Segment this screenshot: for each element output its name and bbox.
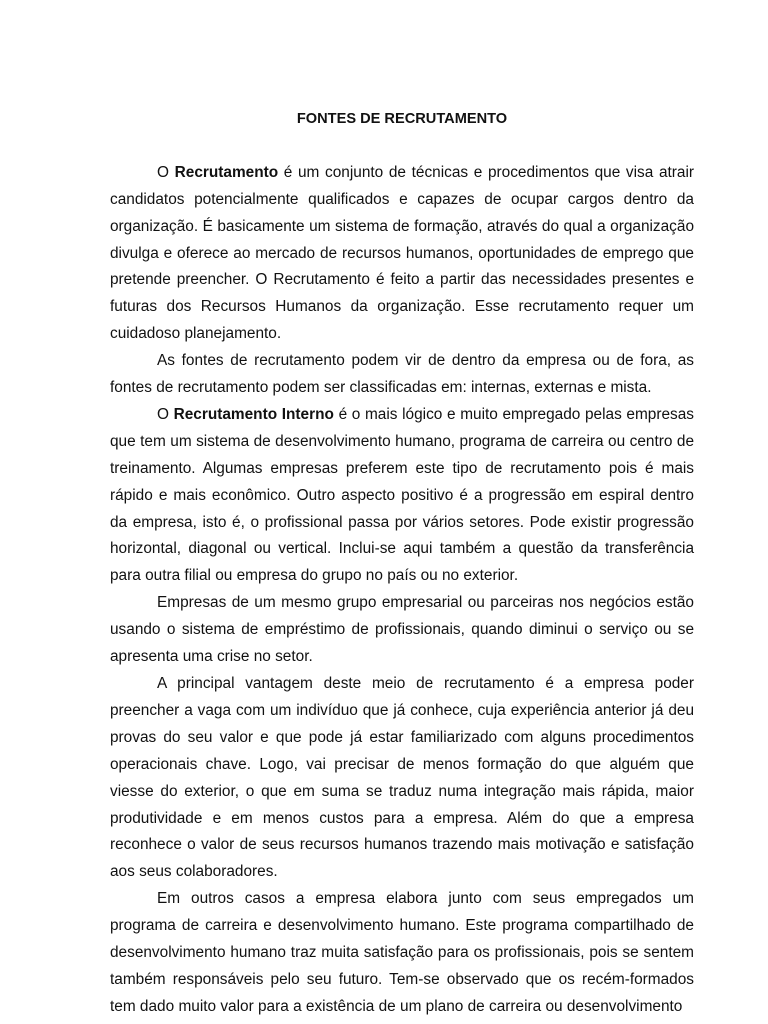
paragraph-grupo-empresarial: Empresas de um mesmo grupo empresarial ou parceiras nos negócios estão usando o sistema de empréstimo de profissionais, quando diminui o serviço ou se apresenta uma crise no setor. [110,594,694,666]
paragraph-1-text: é um conjunto de técnicas e procedimentos que visa atrair candidatos potencialmente qualificados e capazes de ocupar cargos dentro da organização. É basicamente um sistema de formação, através do qual a organização divulga e oferece ao mercado de recursos humanos, oportunidades de emprego que pretende preencher. O Recrutamento é feito a partir das necessidades presentes e futuras dos Recursos Humanos da organização. Esse recrutamento requer um cuidadoso planejamento. [110,163,695,343]
paragraph-1-lead: O [157,163,175,181]
paragraph-programa-carreira: Em outros casos a empresa elabora junto com seus empregados um programa de carreira e desenvolvimento humano. Este programa compartilhado de desenvolvimento humano traz muita satisfação para os profissionais, pois se sentem também responsáveis pelo seu futuro. Tem-se observado que os recém-formados tem dado muito valor para a existência de um plano de carreira ou desenvolvimento [110,890,694,1015]
paragraph-3-lead: O [157,405,174,423]
paragraph-fontes: As fontes de recrutamento podem vir de dentro da empresa ou de fora, as fontes de recrutamento podem ser classificadas em: internas, externas e mista. [110,352,694,397]
term-recrutamento-interno: Recrutamento Interno [173,405,334,423]
paragraph-recrutamento-interno [110,402,694,590]
document-body [110,106,694,1021]
paragraph-recrutamento [110,160,694,348]
term-recrutamento: Recrutamento [174,163,279,181]
document-title: FONTES DE RECRUTAMENTO [296,111,508,127]
paragraph-3-text: é o mais lógico e muito empregado pelas empresas que tem um sistema de desenvolvimento humano, programa de carreira ou centro de treinamento. Algumas empresas preferem este tipo de recrutamento pois é mais rápido e mais econômico. Outro aspecto positivo é a progressão em espiral dentro da empresa, isto é, o profissional passa por vários setores. Pode existir progressão horizontal, diagonal ou vertical. Inclui-se aqui também a questão da transferência para outra filial ou empresa do grupo no país ou no exterior. [110,405,694,585]
paragraph-vantagem: A principal vantagem deste meio de recrutamento é a empresa poder preencher a vaga com um indivíduo que já conhece, cuja experiência anterior já deu provas do seu valor e que pode já estar familiarizado com alguns procedimentos operacionais chave. Logo, vai precisar de menos formação do que alguém que viesse do exterior, o que em suma se traduz numa integração mais rápida, maior produtividade e em menos custos para a empresa. Além do que a empresa reconhece o valor de seus recursos humanos trazendo mais motivação e satisfação aos seus colaboradores. [110,675,694,881]
